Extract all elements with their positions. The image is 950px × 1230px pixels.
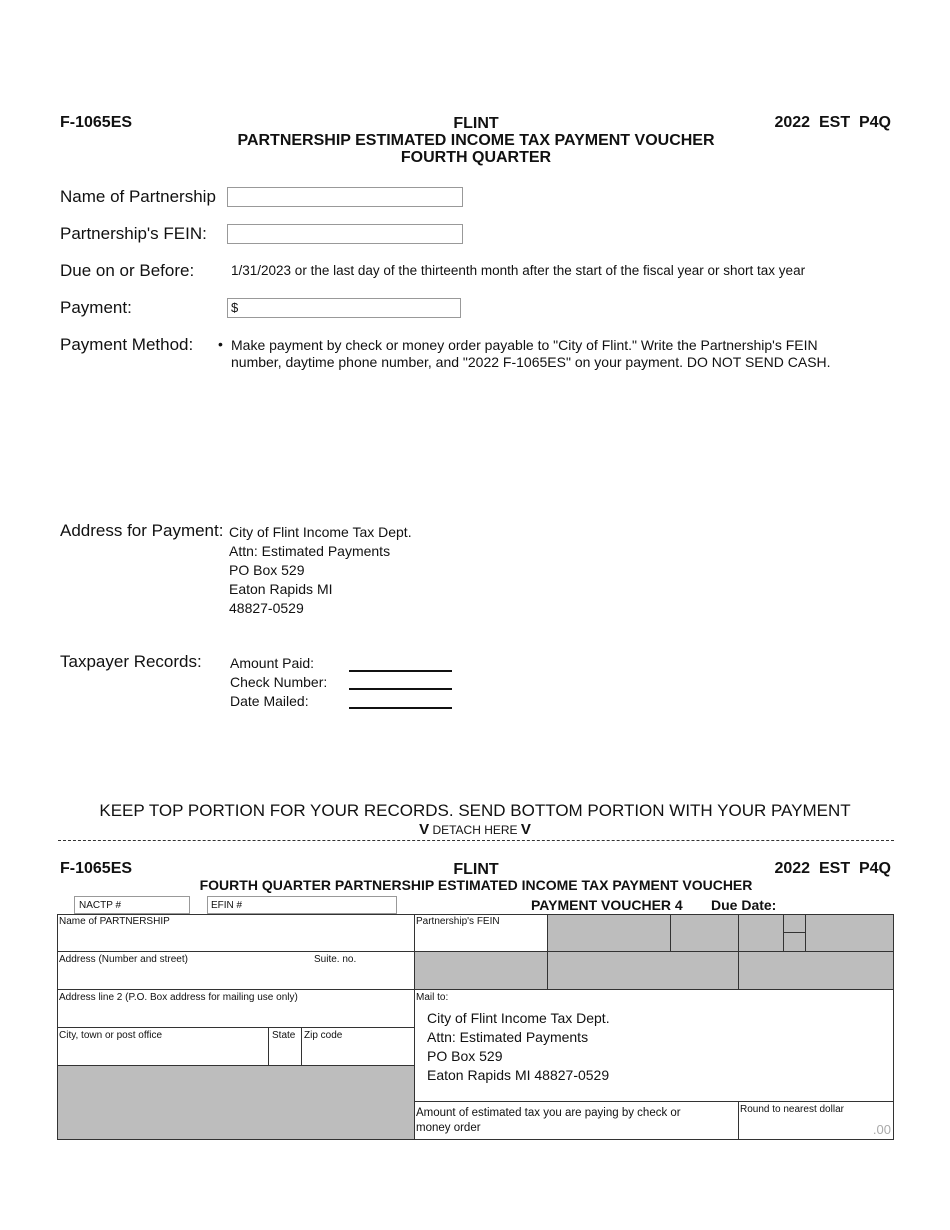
year-code: 2022 EST P4Q bbox=[774, 114, 891, 131]
state-label: State bbox=[272, 1030, 296, 1041]
shaded-cell bbox=[414, 951, 548, 990]
voucher-form-id: F-1065ES bbox=[60, 860, 133, 877]
city-title: FLINT bbox=[453, 115, 499, 132]
method-line-2: number, daytime phone number, and "2022 F-1065ES" on your payment. DO NOT SEND CASH. bbox=[231, 354, 831, 370]
cents-label: .00 bbox=[872, 1122, 891, 1137]
record-item: Date Mailed: bbox=[230, 693, 309, 709]
mail-line: Eaton Rapids MI 48827-0529 bbox=[427, 1067, 610, 1083]
name-partnership-label: Name of PARTNERSHIP bbox=[59, 916, 170, 927]
detach-here bbox=[0, 821, 950, 838]
partnership-fein-label: Partnership's FEIN bbox=[416, 916, 500, 927]
address-line2-label: Address line 2 (P.O. Box address for mailing use only) bbox=[59, 992, 298, 1003]
quarter-title: FOURTH QUARTER bbox=[400, 149, 552, 166]
detach-label: DETACH HERE bbox=[432, 823, 518, 837]
voucher-title: FOURTH QUARTER PARTNERSHIP ESTIMATED INCOME TAX PAYMENT VOUCHER bbox=[199, 877, 753, 893]
shaded-cell bbox=[670, 914, 739, 952]
shaded-cell bbox=[783, 914, 806, 933]
mail-to-box bbox=[414, 989, 894, 1102]
down-arrow-icon: V bbox=[520, 821, 531, 838]
page-title: PARTNERSHIP ESTIMATED INCOME TAX PAYMENT VOUCHER bbox=[237, 132, 715, 149]
form-id: F-1065ES bbox=[60, 114, 133, 131]
record-item: Check Number: bbox=[230, 674, 328, 690]
mail-to-address bbox=[427, 1009, 610, 1085]
shaded-cell bbox=[738, 914, 784, 952]
due-date-label: Due Date: bbox=[711, 897, 777, 913]
keep-top-notice: KEEP TOP PORTION FOR YOUR RECORDS. SEND BOTTOM PORTION WITH YOUR PAYMENT bbox=[99, 801, 851, 820]
amount-input[interactable] bbox=[738, 1101, 894, 1140]
amount-description bbox=[414, 1101, 739, 1140]
address-line2-field[interactable] bbox=[57, 989, 415, 1028]
payment-label: Payment: bbox=[60, 298, 132, 317]
check-number-line[interactable] bbox=[349, 688, 452, 690]
bullet-icon: • bbox=[218, 336, 223, 352]
detach-line bbox=[58, 840, 894, 841]
address-line: 48827-0529 bbox=[229, 600, 304, 616]
name-partnership-field[interactable] bbox=[57, 914, 415, 952]
address-street-field[interactable] bbox=[57, 951, 415, 990]
shaded-cell bbox=[547, 951, 739, 990]
city-field[interactable] bbox=[57, 1027, 269, 1066]
nactp-label: NACTP # bbox=[79, 900, 122, 911]
shaded-cell bbox=[738, 951, 894, 990]
state-field[interactable] bbox=[268, 1027, 302, 1066]
zip-label: Zip code bbox=[304, 1030, 343, 1041]
partnership-fein-field[interactable] bbox=[414, 914, 548, 952]
office-use-area bbox=[57, 1065, 415, 1140]
suite-label: Suite. no. bbox=[314, 954, 357, 965]
shaded-cell bbox=[783, 932, 806, 952]
mail-to-label: Mail to: bbox=[416, 992, 449, 1003]
amount-paid-line[interactable] bbox=[349, 670, 452, 672]
address-line: City of Flint Income Tax Dept. bbox=[229, 524, 412, 540]
fein-label: Partnership's FEIN: bbox=[60, 224, 207, 243]
voucher-city: FLINT bbox=[453, 861, 499, 878]
due-text: 1/31/2023 or the last day of the thirteenth month after the start of the fiscal year or short tax year bbox=[231, 263, 806, 278]
record-item: Amount Paid: bbox=[230, 655, 315, 671]
address-line: Attn: Estimated Payments bbox=[229, 543, 391, 559]
date-mailed-line[interactable] bbox=[349, 707, 452, 709]
amount-line-1: Amount of estimated tax you are paying by check or bbox=[416, 1107, 681, 1119]
shaded-cell bbox=[547, 914, 671, 952]
address-line: Eaton Rapids MI bbox=[229, 581, 333, 597]
records-label: Taxpayer Records: bbox=[60, 652, 202, 671]
partnership-name-input[interactable] bbox=[227, 187, 463, 207]
zip-field[interactable] bbox=[301, 1027, 415, 1066]
address-street-label: Address (Number and street) bbox=[59, 954, 188, 965]
efin-label: EFIN # bbox=[211, 900, 243, 911]
mail-line: Attn: Estimated Payments bbox=[427, 1029, 589, 1045]
voucher-year-code: 2022 EST P4Q bbox=[774, 860, 891, 877]
mail-line: City of Flint Income Tax Dept. bbox=[427, 1010, 610, 1026]
due-label: Due on or Before: bbox=[60, 261, 195, 280]
records-list bbox=[230, 654, 327, 711]
city-label: City, town or post office bbox=[59, 1030, 163, 1041]
dollar-sign: $ bbox=[231, 300, 239, 315]
nactp-field[interactable] bbox=[74, 896, 190, 914]
efin-field[interactable] bbox=[207, 896, 397, 914]
method-label: Payment Method: bbox=[60, 335, 194, 354]
payment-input[interactable] bbox=[227, 298, 461, 318]
address-label: Address for Payment: bbox=[60, 521, 224, 540]
name-label: Name of Partnership bbox=[60, 187, 216, 206]
address-line: PO Box 529 bbox=[229, 562, 305, 578]
address-block bbox=[229, 523, 412, 618]
round-label: Round to nearest dollar bbox=[740, 1104, 844, 1115]
fein-input[interactable] bbox=[227, 224, 463, 244]
method-line-1: Make payment by check or money order payable to "City of Flint." Write the Partnership's FEIN bbox=[231, 337, 818, 353]
voucher-number: PAYMENT VOUCHER 4 bbox=[531, 897, 683, 913]
down-arrow-icon: V bbox=[419, 821, 430, 838]
mail-line: PO Box 529 bbox=[427, 1048, 503, 1064]
amount-line-2: money order bbox=[416, 1122, 481, 1134]
shaded-cell bbox=[805, 914, 894, 952]
